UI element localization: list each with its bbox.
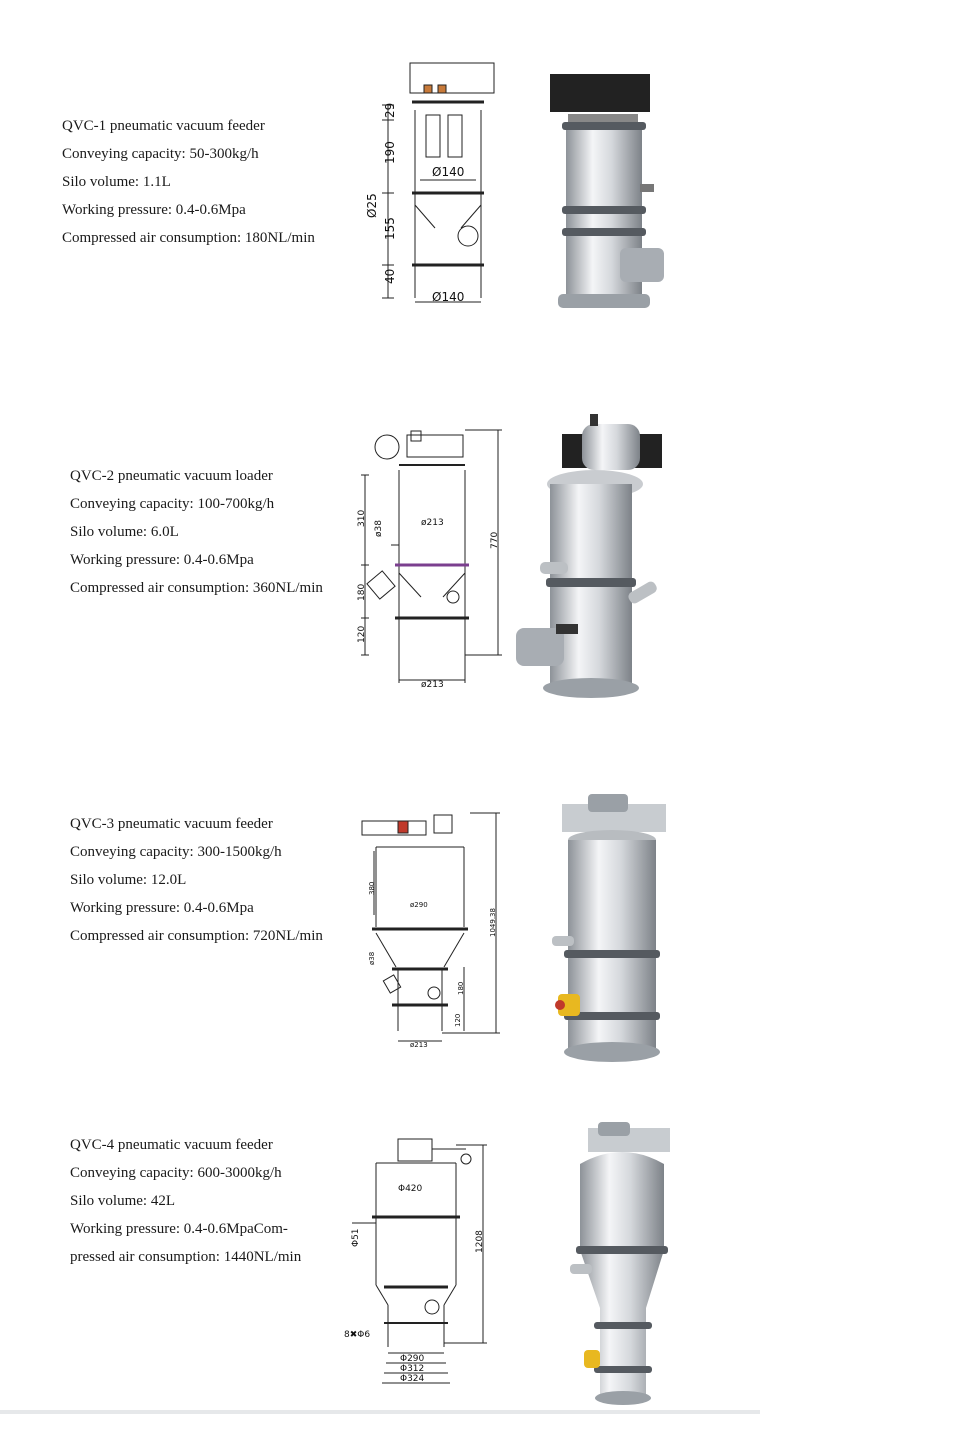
dim-label: ø213 [421, 518, 444, 528]
technical-drawing-qvc1 [360, 60, 500, 310]
silo-volume: Silo volume: 12.0L [70, 872, 187, 888]
dim-label: 120 [454, 1013, 462, 1027]
dim-label: Φ51 [351, 1228, 361, 1247]
product-name: QVC-1 pneumatic vacuum feeder [62, 118, 265, 134]
conveying-capacity: Conveying capacity: 600-3000kg/h [70, 1165, 282, 1181]
dim-label: Φ324 [400, 1374, 425, 1384]
conveying-capacity: Conveying capacity: 300-1500kg/h [70, 844, 282, 860]
working-pressure: Working pressure: 0.4-0.6MpaCom- [70, 1221, 288, 1237]
spec-block-qvc4 [70, 1131, 301, 1271]
dim-label: 310 [357, 509, 367, 527]
dim-label: 1049.38 [489, 908, 497, 937]
dim-label: ø38 [368, 951, 376, 965]
product-photo-qvc2 [510, 412, 680, 702]
dim-label: 40 [383, 268, 397, 284]
silo-volume: Silo volume: 1.1L [62, 174, 171, 190]
dim-label: Φ312 [400, 1364, 425, 1374]
dim-label: Ø140 [432, 290, 465, 304]
dim-label: Φ420 [398, 1184, 423, 1194]
dim-label: 1208 [475, 1230, 485, 1253]
air-consumption: pressed air consumption: 1440NL/min [70, 1249, 302, 1265]
working-pressure: Working pressure: 0.4-0.6Mpa [62, 202, 246, 218]
working-pressure: Working pressure: 0.4-0.6Mpa [70, 552, 254, 568]
technical-drawing-qvc3 [350, 805, 505, 1050]
conveying-capacity: Conveying capacity: 100-700kg/h [70, 496, 275, 512]
product-photo-qvc1 [540, 68, 680, 320]
dim-label: ø213 [421, 680, 444, 690]
dim-label: ø213 [410, 1041, 428, 1049]
dim-label: 190 [383, 141, 397, 164]
silo-volume: Silo volume: 42L [70, 1193, 175, 1209]
spec-block-qvc3 [70, 810, 323, 950]
spec-block-qvc1 [62, 112, 315, 252]
product-name: QVC-4 pneumatic vacuum feeder [70, 1137, 273, 1153]
dim-label: ø38 [374, 520, 384, 537]
dim-label: Ø140 [432, 165, 465, 179]
footer-divider [0, 1410, 760, 1414]
air-consumption: Compressed air consumption: 360NL/min [70, 580, 323, 596]
dim-label: Ø25 [365, 193, 379, 218]
spec-block-qvc2 [70, 462, 323, 602]
dim-label: ø290 [410, 901, 428, 909]
product-name: QVC-3 pneumatic vacuum feeder [70, 816, 273, 832]
conveying-capacity: Conveying capacity: 50-300kg/h [62, 146, 259, 162]
dim-label: Φ290 [400, 1354, 425, 1364]
dim-label: 29 [383, 102, 397, 118]
working-pressure: Working pressure: 0.4-0.6Mpa [70, 900, 254, 916]
product-name: QVC-2 pneumatic vacuum loader [70, 468, 273, 484]
product-photo-qvc3 [548, 790, 678, 1070]
air-consumption: Compressed air consumption: 180NL/min [62, 230, 315, 246]
technical-drawing-qvc4 [340, 1135, 490, 1390]
air-consumption: Compressed air consumption: 720NL/min [70, 928, 323, 944]
dim-label: 8✖Φ6 [344, 1330, 371, 1340]
dim-label: 155 [383, 217, 397, 240]
dim-label: 380 [368, 881, 376, 895]
dim-label: 120 [357, 625, 367, 643]
silo-volume: Silo volume: 6.0L [70, 524, 179, 540]
dim-label: 180 [357, 583, 367, 601]
technical-drawing-qvc2 [355, 425, 505, 690]
dim-label: 180 [457, 981, 465, 995]
dim-label: 770 [490, 531, 500, 549]
product-photo-qvc4 [560, 1118, 680, 1408]
